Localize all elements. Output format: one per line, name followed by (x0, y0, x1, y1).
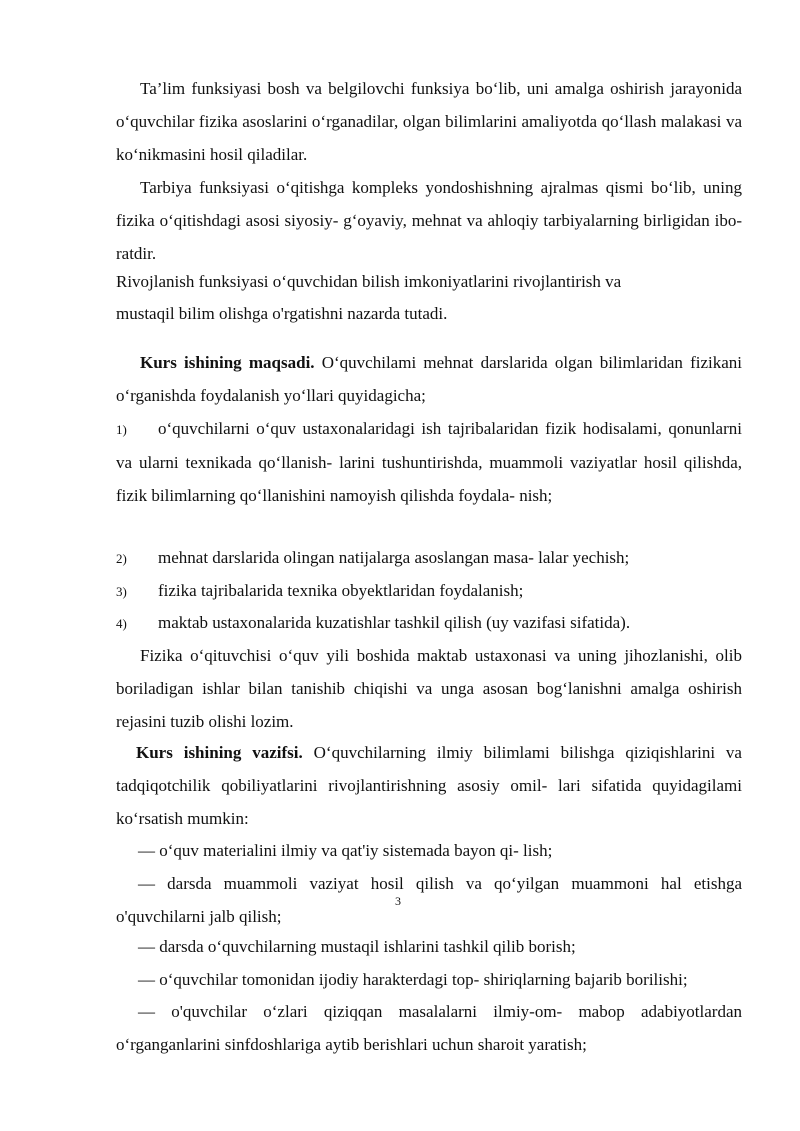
list-text-1: o‘quvchilarni o‘quv ustaxonalaridagi ish tajribalaridan fizik hodisalami, qonunlarni va ularni texnikada qo‘llanish- larini tushuntirishda, muammoli vaziyatlar hosil qilishda, fizik bilimlarning qo‘llanishini namoyish qilishda foydala- nish; (116, 419, 742, 505)
paragraph-talim: Ta’lim funksiyasi bosh va belgilovchi funksiya bo‘lib, uni amalga oshirish jarayonida o‘quvchilar fizika asoslarini o‘rganadilar, olgan bilimlarini amaliyotda qo‘llash malakasi va ko‘nikmasini hosil qiladilar. (116, 79, 742, 164)
list-number-3: 3) (116, 584, 127, 599)
list-item-4 (116, 606, 742, 640)
list-text-4: maktab ustaxonalarida kuzatishlar tashkil qilish (uy vazifasi sifatida). (158, 613, 631, 632)
dash-item-3: — darsda o‘quvchilarning mustaqil ishlarini tashkil qilib borish; (138, 937, 576, 956)
paragraph-task (116, 736, 742, 835)
list-number-4: 4) (116, 616, 127, 631)
list-number-1: 1) (116, 422, 127, 437)
dash-item-2: — darsda muammoli vaziyat hosil qilish va qo‘yilgan muammoni hal etishga o'quvchilarni jalb qilish; (116, 874, 742, 926)
list-item-2 (116, 541, 742, 575)
goal-heading: Kurs ishining maqsadi. (140, 353, 315, 372)
page-number: 3 (395, 894, 401, 908)
list-text-3: fizika tajribalarida texnika obyektlaridan foydalanish; (158, 581, 524, 600)
list-number-2: 2) (116, 551, 127, 566)
dash-item-5: — o'quvchilar o‘zlari qiziqqan masalalarni ilmiy-om- mabop adabiyotlardan o‘rganganlarini sinfdoshlariga aytib berishlari uchun sharoit yaratish; (116, 1002, 742, 1054)
paragraph-tarbiya: Tarbiya funksiyasi o‘qitishga kompleks yondoshishning ajralmas qismi bo‘lib, uning fizika o‘qitishdagi asosi siyosiy- g‘oyaviy, mehnat va ahloqiy tarbiyalarning birligidan ibo- ratdir. (116, 178, 742, 263)
task-heading: Kurs ishining vazifsi. (136, 743, 303, 762)
paragraph-fizika: Fizika o‘qituvchisi o‘quv yili boshida maktab ustaxonasi va uning jihozlanishi, olib boriladigan ishlar bilan tanishib chiqishi va unga asosan bog‘lanishni amalga oshirish rejasini tuzib olishi lozim. (116, 646, 742, 731)
paragraph-goal (116, 346, 742, 412)
paragraph-rivojlanish (116, 266, 742, 330)
task-text: O‘quvchilarning ilmiy bilimlami bilishga qiziqishlarini va tadqiqotchilik qobiliyatlarini rivojlantirishning asosiy omil- lari sifatida quyidagilami ko‘rsatish mumkin: (116, 743, 742, 828)
paragraph-rivojlanish-line1: Rivojlanish funksiyasi o‘quvchidan bilish imkoniyatlarini rivojlantirish va (116, 272, 622, 291)
list-item-3 (116, 574, 742, 608)
dash-item-4: — o‘quvchilar tomonidan ijodiy harakterdagi top- shiriqlarning bajarib borilishi; (138, 970, 688, 989)
goal-text: O‘quvchilami mehnat darslarida olgan bilimlaridan fizikani o‘rganishda foydalanish yo‘llari quyidagicha; (116, 353, 742, 405)
dash-item-1: — o‘quv materialini ilmiy va qat'iy sistemada bayon qi- lish; (138, 841, 553, 860)
paragraph-rivojlanish-line2: mustaqil bilim olishga o'rgatishni nazarda tutadi. (116, 304, 448, 323)
list-text-2: mehnat darslarida olingan natijalarga asoslangan masa- lalar yechish; (158, 548, 630, 567)
list-item-1 (116, 412, 742, 512)
